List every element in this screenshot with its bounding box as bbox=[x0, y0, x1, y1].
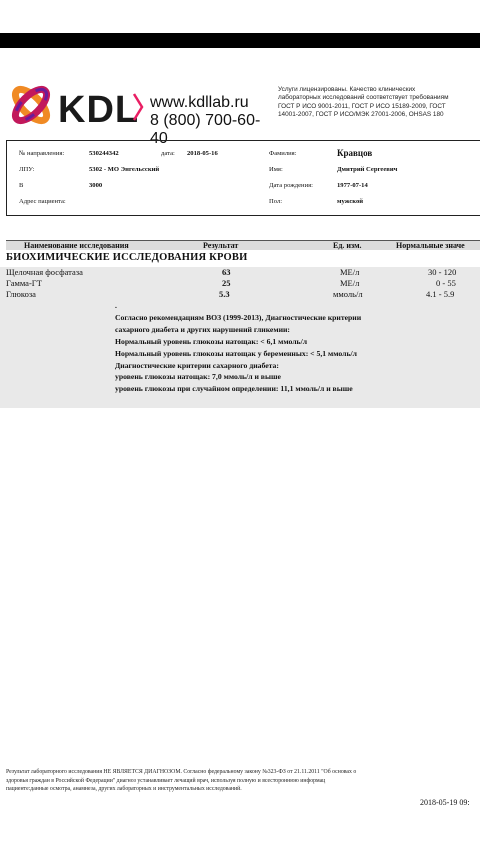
test-unit: ммоль/л bbox=[333, 289, 363, 299]
patient-info-box bbox=[6, 140, 480, 216]
top-black-bar bbox=[0, 33, 480, 48]
phone-number[interactable]: 8 (800) 700-60-40 bbox=[150, 112, 261, 147]
table-row bbox=[0, 267, 480, 278]
lpu-value: 5302 - МО Энгельсский bbox=[89, 166, 160, 173]
v-value: 3000 bbox=[89, 182, 103, 189]
dob-label: Дата рождения: bbox=[269, 182, 313, 189]
address-label: Адрес пациента: bbox=[19, 198, 66, 205]
kdl-logo-mark-icon bbox=[8, 82, 54, 128]
test-unit: МЕ/л bbox=[340, 267, 360, 277]
name-label: Имя: bbox=[269, 166, 283, 173]
name-value: Дмитрий Сергеевич bbox=[337, 166, 398, 173]
kdl-logo bbox=[8, 82, 268, 147]
dob-value: 1977-07-14 bbox=[337, 182, 368, 189]
print-datetime: 2018-05-19 09: bbox=[420, 798, 470, 807]
test-norm: 30 - 120 bbox=[428, 267, 457, 277]
lab-report-page bbox=[0, 48, 480, 854]
test-result: 25 bbox=[222, 278, 231, 288]
col-header-norm: Нормальные значе bbox=[396, 241, 465, 250]
lpu-label: ЛПУ: bbox=[19, 166, 35, 173]
website-link[interactable]: www.kdllab.ru bbox=[150, 94, 249, 111]
test-result: 5.3 bbox=[219, 289, 230, 299]
date-value: 2018-05-16 bbox=[187, 150, 218, 157]
test-name: Щелочная фосфатаза bbox=[6, 267, 83, 277]
test-unit: МЕ/л bbox=[340, 278, 360, 288]
section-title: БИОХИМИЧЕСКИЕ ИССЛЕДОВАНИЯ КРОВИ bbox=[6, 252, 248, 263]
col-header-test: Наименование исследования bbox=[24, 241, 129, 250]
col-header-unit: Ед. изм. bbox=[333, 241, 362, 250]
surname-value: Кравцов bbox=[337, 148, 373, 158]
sex-label: Пол: bbox=[269, 198, 283, 205]
col-header-result: Результат bbox=[203, 241, 239, 250]
sex-value: мужской bbox=[337, 198, 364, 205]
date-label: дата: bbox=[161, 150, 175, 157]
chevron-right-icon bbox=[132, 92, 144, 122]
v-label: В bbox=[19, 182, 24, 189]
table-row bbox=[0, 289, 480, 300]
table-row bbox=[0, 278, 480, 289]
surname-label: Фамилия: bbox=[269, 150, 297, 157]
glucose-comment: . Согласно рекомендациям ВОЗ (1999-2013), Диагностические критерии сахарного диабета и других нарушений гликемии: Нормальный уровень глюкозы натощак: < 6,1 ммоль/л Нормальный уровень глюкозы натощак у беременных: < 5,1 ммоль/л Диагностические критерии сахарного диабета: уровень глюкозы натощак: 7,0 ммоль/л и выше уровень глюкозы при случайном определении: 11,1 ммоль/л и выше bbox=[0, 300, 480, 408]
results-table-header bbox=[6, 240, 480, 250]
test-norm: 4.1 - 5.9 bbox=[426, 289, 455, 299]
test-name: Гамма-ГТ bbox=[6, 278, 42, 288]
test-norm: 0 - 55 bbox=[436, 278, 456, 288]
referral-label: № направления: bbox=[19, 150, 65, 157]
license-text: Услуги лицензированы. Качество клинических лабораторных исследований соответствует требованиям ГОСТ Р ИСО 9001-2011, ГОСТ Р ИСО 15189-2009, ГОСТ 14001-2007, ГОСТ Р ИСО/МЭК 27001-2006, OHSAS 180 bbox=[278, 86, 449, 119]
disclaimer-text: Результат лабораторного исследования НЕ ЯВЛЯЕТСЯ ДИАГНОЗОМ. Согласно федеральному закону №323-ФЗ от 21.11.2011 "Об основах о здоровья граждан в Российской Федерации" диагноз устанавливает лечащий врач, используя полную и всестороннюю информац пациенте:данные осмотра, анамнеза, других лабораторных и инструментальных исследований. bbox=[6, 769, 357, 793]
test-result: 63 bbox=[222, 267, 231, 277]
test-name: Глюкоза bbox=[6, 289, 36, 299]
brand-name: KDL bbox=[58, 89, 140, 131]
referral-value: 530244342 bbox=[89, 150, 119, 157]
